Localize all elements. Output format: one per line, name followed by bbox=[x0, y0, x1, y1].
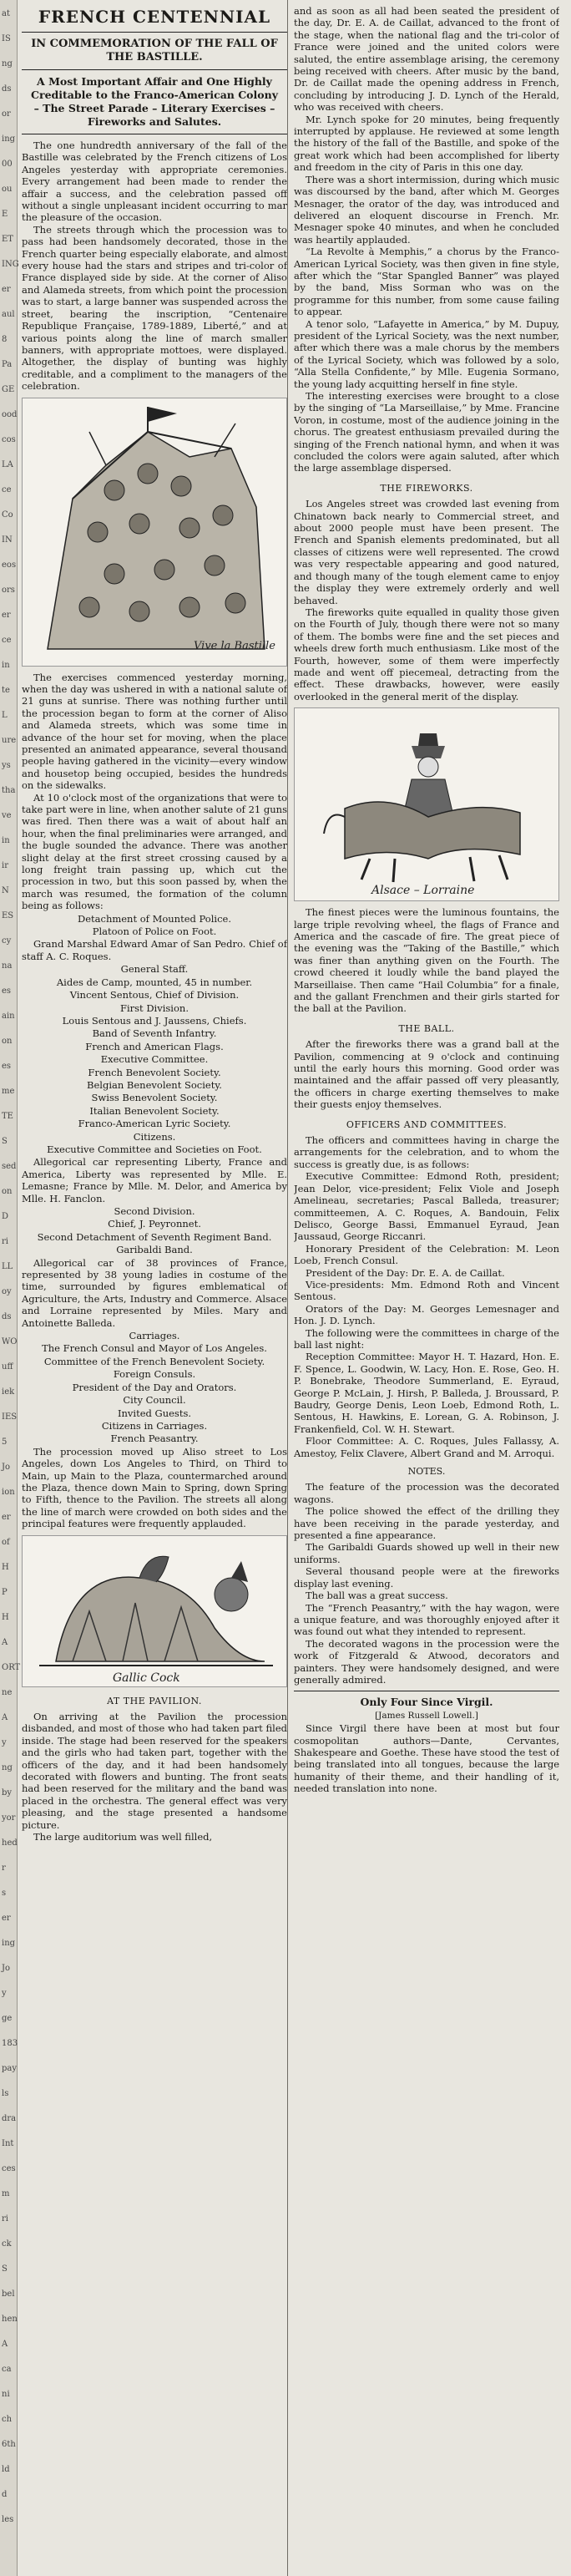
left-column bbox=[22, 5, 287, 2573]
illustration-caption: Gallic Cock bbox=[113, 1671, 180, 1685]
procession-order-line: First Division. bbox=[120, 1001, 189, 1014]
paragraph: The one hundredth anniversary of the fall of the Bastille was celebrated by the French citizens of Los Angeles yesterday with appropriate ceremonies. Every arrangement had been made to render the affair a success, and the celebration passed off without a single unpleasant incident occurring to mar the pleasure of the occasion. bbox=[22, 139, 287, 224]
margin-fragment: uff bbox=[2, 1362, 13, 1372]
illustration-caption: Alsace – Lorraine bbox=[371, 884, 475, 898]
margin-fragment: oy bbox=[2, 1287, 12, 1296]
margin-fragment: E bbox=[2, 210, 8, 219]
margin-fragment: S bbox=[2, 2264, 8, 2274]
article-deck: A Most Important Affair and One Highly Creditable to the Franco-American Colony – The Street Parade – Literary Exercises – Fireworks and Salutes. bbox=[31, 75, 278, 128]
margin-fragment: by bbox=[2, 1788, 13, 1798]
procession-order-line: Grand Marshal Edward Amar of San Pedro. Chief of staff A. C. Roques. bbox=[22, 938, 287, 962]
paragraph: Floor Committee: A. C. Roques, Jules Fallassy, A. Amestoy, Felix Clavere, Albert Grand and M. Arroqui. bbox=[294, 1435, 559, 1459]
margin-fragment: on bbox=[2, 1037, 13, 1046]
subtitle-rule bbox=[22, 69, 287, 70]
margin-fragment: ing bbox=[2, 1939, 16, 1948]
procession-order bbox=[22, 913, 287, 1445]
margin-fragment: ni bbox=[2, 2390, 10, 2399]
margin-fragment: es bbox=[2, 986, 12, 996]
margin-fragment: 8 bbox=[2, 335, 8, 344]
margin-fragment: ng bbox=[2, 1763, 13, 1772]
illustration-bastille bbox=[22, 398, 287, 667]
margin-fragment: y bbox=[2, 1738, 7, 1747]
procession-order-line: Citizens. bbox=[133, 1130, 176, 1143]
paragraph: Vice-presidents: Mm. Edmond Roth and Vincent Sentous. bbox=[294, 1278, 559, 1303]
procession-order-line: Chief, J. Peyronnet. bbox=[108, 1218, 201, 1230]
procession-order-line: Belgian Benevolent Society. bbox=[87, 1078, 222, 1091]
paragraph: The police showed the effect of the drilling they have been receiving in the parade yesterday, and presented a fine appearance. bbox=[294, 1505, 559, 1542]
margin-fragment: ce bbox=[2, 485, 12, 494]
paragraph: The streets through which the procession was to pass had been handsomely decorated, those in the French quarter being especially elaborate, and almost every house had the stars and stripes and tri-color of France displayed side by side. At the corner of Aliso and Alameda streets, from which point the procession was to start, a large banner was suspended across the street, bearing the inscription, “Centenaire Republique Française, 1789-1889, Liberté,” and at various points along the line of march smaller banners, with appropriate mottoes, were displayed. Altogether, the display of bunting was highly creditable, and a compliment to the managers of the celebration. bbox=[22, 223, 287, 393]
procession-order-line: Allegorical car of 38 provinces of France, represented by 38 young ladies in costume of the time, surrounded by figures emblematical of Agriculture, the Arts, Industry and Commerce. Alsace and Lorraine represented by Miles. Mary and Antoinette Balleda. bbox=[22, 1256, 287, 1329]
margin-fragment: er bbox=[2, 1914, 11, 1923]
byline: [James Russell Lowell.] bbox=[375, 1710, 478, 1721]
margin-fragment: ng bbox=[2, 59, 13, 68]
margin-fragment: ds bbox=[2, 1312, 12, 1321]
paragraph: The officers and committees having in charge the arrangements for the celebration, and to whom the success is greatly due, is as follows: bbox=[294, 1134, 559, 1170]
procession-order-line: Band of Seventh Infantry. bbox=[92, 1027, 217, 1040]
margin-fragment: 00 bbox=[2, 160, 13, 169]
illustration-gallic-cock bbox=[22, 1535, 287, 1687]
margin-fragment: D bbox=[2, 1212, 9, 1221]
paragraph: The fireworks quite equalled in quality those given on the Fourth of July, though there were not so many of them. The bombs were fine and the set pieces and wheels drew forth much enthusiasm. Like most of the Fourth, however, some of them were imperfectly made and went off piecemeal, detracting from the effect. These drawbacks, however, were easily overlooked in the general merit of the display. bbox=[294, 606, 559, 702]
illustration-alsace-lorraine bbox=[294, 707, 559, 901]
procession-order-line: Swiss Benevolent Society. bbox=[91, 1092, 218, 1104]
paragraph: Reception Committee: Mayor H. T. Hazard, Hon. E. F. Spence, L. Goodwin, W. Lacy, Hon. E. Rose, Geo. H. P. Bonebrake, Theodore Summerland, E. Eyraud, George P. McLain, J. Hirsh, P. Balleda, J. Broussard, P. Baudry, George Denis, Leon Loeb, Edmond Roth, L. Sentous, H. Hawkins, E. Lorean, G. A. Robinson, J. Frankenfield, Col. W. H. Stewart. bbox=[294, 1351, 559, 1435]
paragraph: The interesting exercises were brought to a close by the singing of “La Marseillaise,” by Mme. Francine Voron, in costume, most of the audience joining in the chorus. The greatest enthusiasm prevailed during the singing of the French national hymn, and when it was concluded the colors were again saluted, after which the large assemblage dispersed. bbox=[294, 390, 559, 474]
margin-fragment: hen bbox=[2, 2315, 18, 2324]
procession-order-line: French Benevolent Society. bbox=[88, 1066, 221, 1078]
procession-order-line: Italian Benevolent Society. bbox=[89, 1104, 220, 1117]
left-margin-strip bbox=[0, 0, 21, 2576]
margin-fragment: ls bbox=[2, 2089, 9, 2098]
margin-fragment: 183 bbox=[2, 2039, 18, 2048]
procession-order-line: Citizens in Carriages. bbox=[101, 1419, 208, 1432]
procession-order-line: Allegorical car representing Liberty, France and America, Liberty was represented by Mlle. E. Lemasne; France by Mlle. M. Delor, and America by Mlle. H. Fanclon. bbox=[22, 1156, 287, 1204]
margin-fragment: hed bbox=[2, 1838, 18, 1848]
column-rule bbox=[287, 0, 288, 2576]
margin-fragment: ES bbox=[2, 911, 14, 920]
margin-fragment: ou bbox=[2, 185, 13, 194]
margin-fragment: er bbox=[2, 285, 11, 294]
procession-order-line: Carriages. bbox=[129, 1330, 180, 1342]
margin-fragment: or bbox=[2, 109, 11, 119]
paragraph: Los Angeles street was crowded last evening from Chinatown back nearly to Commercial street, and about 2000 people must have been present. The French and Spanish elements predominated, but all classes of citizens were well represented. The crowd was very respectable appearing and good natured, and though many of the tough element came to enjoy the display they were extremely orderly and well behaved. bbox=[294, 498, 559, 606]
margin-fragment: Jo bbox=[2, 1964, 11, 1973]
margin-fragment: bel bbox=[2, 2289, 15, 2299]
margin-fragment: sed bbox=[2, 1162, 17, 1171]
paragraph: Honorary President of the Celebration: M. Leon Loeb, French Consul. bbox=[294, 1242, 559, 1267]
margin-fragment: er bbox=[2, 1513, 11, 1522]
procession-order-line: Executive Committee. bbox=[100, 1053, 209, 1066]
paragraph: A tenor solo, “Lafayette in America,” by M. Dupuy, president of the Lyrical Society, was the next number, after which there was a male chorus by the members of the Lyrical Society, which was followed by a solo, “Alla Stella Confidente,” by Mlle. Eugenia Sormano, the young lady acquitting herself in fine style. bbox=[294, 317, 559, 390]
margin-fragment: Pa bbox=[2, 360, 13, 369]
margin-fragment: IN bbox=[2, 535, 13, 545]
paragraph: The procession moved up Aliso street to Los Angeles, down Los Angeles to Third, on Third to Main, up Main to the Plaza, countermarched around the Plaza, thence down Main to Spring, down Spring to Fifth, thence to the Pavilion. The streets all along the line of march were crowded on both sides and the principal features were frequently applauded. bbox=[22, 1445, 287, 1530]
margin-fragment: A bbox=[2, 1713, 8, 1722]
procession-order-line: The French Consul and Mayor of Los Angeles. bbox=[42, 1342, 267, 1355]
paragraph: The feature of the procession was the decorated wagons. bbox=[294, 1481, 559, 1505]
paragraph: Mr. Lynch spoke for 20 minutes, being frequently interrupted by applause. He reviewed at some length the history of the fall of the Bastille, and spoke of the great work which had been accomplished for liberty and freedom in the city of Paris in this one day. bbox=[294, 113, 559, 174]
margin-fragment: er bbox=[2, 611, 11, 620]
procession-order-line: City Council. bbox=[123, 1394, 186, 1407]
procession-order-line: Second Division. bbox=[114, 1205, 195, 1217]
margin-fragment: eos bbox=[2, 560, 17, 570]
margin-fragment: Jo bbox=[2, 1463, 11, 1472]
margin-fragment: ge bbox=[2, 2014, 13, 2023]
procession-order-line: Vincent Sentous, Chief of Division. bbox=[69, 989, 240, 1001]
margin-fragment: H bbox=[2, 1613, 9, 1622]
paragraph: President of the Day: Dr. E. A. de Caillat. bbox=[306, 1266, 505, 1279]
margin-fragment: LL bbox=[2, 1262, 13, 1271]
margin-fragment: P bbox=[2, 1588, 8, 1597]
paragraph: The decorated wagons in the procession were the work of Fitzgerald & Atwood, decorators and painters. They were handsomely designed, and were generally admired. bbox=[294, 1637, 559, 1686]
margin-fragment: ces bbox=[2, 2164, 16, 2173]
margin-fragment: ood bbox=[2, 410, 18, 419]
procession-order-line: Second Detachment of Seventh Regiment Band. bbox=[37, 1230, 272, 1243]
margin-fragment: 6th bbox=[2, 2440, 16, 2449]
margin-fragment: cos bbox=[2, 435, 16, 444]
margin-fragment: IS bbox=[2, 34, 11, 43]
procession-order-line: Franco-American Lyric Society. bbox=[78, 1118, 231, 1130]
margin-fragment: ys bbox=[2, 761, 11, 770]
paragraph: “La Revolte à Memphis,” a chorus by the Franco-American Lyrical Society, was then given in fine style, after which the “Star Spangled Banner” was played by the band, Miss Sorman who was on the programme for this number, from some cause failing to appear. bbox=[294, 246, 559, 318]
procession-order-line: General Staff. bbox=[120, 963, 189, 976]
margin-fragment: of bbox=[2, 1538, 10, 1547]
paragraph: Since Virgil there have been at most but four cosmopolitan authors—Dante, Cervantes, Shakespeare and Goethe. These have stood the test of being translated into all tongues, because the large humanity of their theme, and their handling of it, needed translation into none. bbox=[294, 1722, 559, 1795]
procession-order-line: Garibaldi Band. bbox=[116, 1244, 193, 1256]
margin-fragment: yor bbox=[2, 1813, 16, 1823]
section-heading: THE BALL. bbox=[398, 1022, 455, 1034]
margin-fragment: pay bbox=[2, 2064, 18, 2073]
margin-fragment: ds bbox=[2, 84, 12, 94]
margin-fragment: aul bbox=[2, 310, 15, 319]
paragraph: After the fireworks there was a grand ball at the Pavilion, commencing at 9 o'clock and continuing until the early hours this morning. Good order was maintained and the affair passed off very pleasantly, the officers in charge exerting themselves to make their guests enjoy themselves. bbox=[294, 1038, 559, 1111]
procession-order-line: Detachment of Mounted Police. bbox=[78, 912, 231, 925]
paragraph: and as soon as all had been seated the president of the day, Dr. E. A. de Caillat, advanced to the front of the stage, when the national flag and the tri-color of France were joined and the united colors were saluted, the entire assemblage arising, the ceremony being received with cheers. After music by the band, Dr. de Caillat made the opening address in French, concluding by introducing J. D. Lynch of the Herald, who was received with cheers. bbox=[294, 5, 559, 114]
procession-order-line: Platoon of Police on Foot. bbox=[92, 925, 217, 938]
margin-fragment: Co bbox=[2, 510, 13, 520]
margin-fragment: ing bbox=[2, 134, 16, 144]
margin-fragment: in bbox=[2, 661, 10, 670]
margin-fragment: on bbox=[2, 1187, 13, 1196]
margin-fragment: es bbox=[2, 1062, 12, 1071]
margin-fragment: ors bbox=[2, 586, 15, 595]
margin-fragment: ca bbox=[2, 2365, 12, 2374]
section-heading: AT THE PAVILION. bbox=[107, 1695, 202, 1706]
paragraph: At 10 o'clock most of the organizations that were to take part were in line, when another salute of 21 guns was fired. Then there was a wait of about half an hour, when the final preliminaries were arranged, and the bugle sounded the advance. There was another slight delay at the first street crossing caused by a long freight train passing up, which cut the procession in two, but this soon passed by, when the march was resumed, the formation of the column being as follows: bbox=[22, 791, 287, 912]
paragraph: The Garibaldi Guards showed up well in their new uniforms. bbox=[294, 1541, 559, 1565]
margin-fragment: ain bbox=[2, 1012, 15, 1021]
section-heading: NOTES. bbox=[407, 1466, 446, 1478]
margin-fragment: ET bbox=[2, 235, 13, 244]
procession-order-line: Foreign Consuls. bbox=[113, 1368, 196, 1381]
paragraph: The following were the committees in charge of the ball last night: bbox=[294, 1326, 559, 1351]
paragraph: The large auditorium was well filled, bbox=[33, 1831, 213, 1843]
margin-fragment: ve bbox=[2, 811, 12, 820]
right-column bbox=[294, 5, 559, 2573]
margin-fragment: in bbox=[2, 836, 10, 845]
paragraph: The finest pieces were the luminous fountains, the large triple revolving wheel, the flags of France and America and the cascade of fire. The great piece of the evening was the “Taking of the Bastille,” which was finer than anything given on the Fourth. The crowd cheered it loudly while the band played the Marseillaise. Then came “Hail Columbia” for a finale, and the gallant Frenchmen and their girls started for the ball at the Pavilion. bbox=[294, 906, 559, 1015]
margin-fragment: les bbox=[2, 2515, 14, 2524]
paragraph: Executive Committee: Edmond Roth, president; Jean Delor, vice-president; Felix Viole and Joseph Amelineau, secretaries; Pascal Balleda, treasurer; committeemen, A. C. Roques, A. Bandouin, Felix Delisco, George Bassi, Emmanuel Eyraud, Jean Jaussaud, George Riccanri. bbox=[294, 1170, 559, 1243]
margin-fragment: ure bbox=[2, 736, 17, 745]
margin-fragment: H bbox=[2, 1563, 9, 1572]
margin-fragment: d bbox=[2, 2490, 8, 2499]
margin-fragment: s bbox=[2, 1889, 7, 1898]
procession-order-line: Invited Guests. bbox=[117, 1407, 192, 1419]
margin-fragment: na bbox=[2, 961, 13, 971]
paragraph: The exercises commenced yesterday morning, when the day was ushered in with a national salute of 21 guns at sunrise. There was nothing further until the procession began to form at the corner of Aliso and Alameda streets, which was some time in advance of the hour set for moving, when the place presented an animated appearance, several thousand people having gathered in the vicinity—every window and housetop being occupied, besides the hundreds on the sidewalks. bbox=[22, 671, 287, 792]
margin-fragment: cy bbox=[2, 936, 12, 946]
margin-fragment: me bbox=[2, 1087, 15, 1096]
margin-fragment: ORT bbox=[2, 1663, 21, 1672]
margin-fragment: ri bbox=[2, 1237, 8, 1246]
margin-fragment: ne bbox=[2, 1688, 13, 1697]
paragraph: The “French Peasantry,” with the hay wagon, were a unique feature, and was thoroughly enjoyed after it was found out what they intended to represent. bbox=[294, 1601, 559, 1638]
paragraph: The ball was a great success. bbox=[306, 1590, 448, 1602]
margin-fragment: ck bbox=[2, 2239, 12, 2249]
illustration-caption: Vive la Bastille bbox=[194, 639, 275, 652]
margin-fragment: LA bbox=[2, 460, 13, 469]
article-subtitle: IN COMMEMORATION OF THE FALL OF THE BASTILLE. bbox=[31, 38, 278, 63]
margin-fragment: TE bbox=[2, 1112, 13, 1121]
margin-fragment: Int bbox=[2, 2139, 14, 2148]
margin-fragment: ld bbox=[2, 2465, 10, 2474]
margin-fragment: L bbox=[2, 711, 8, 720]
margin-fragment: GE bbox=[2, 385, 15, 394]
margin-fragment: r bbox=[2, 1864, 6, 1873]
procession-order-line: Committee of the French Benevolent Society. bbox=[43, 1355, 265, 1367]
procession-order-line: President of the Day and Orators. bbox=[72, 1381, 237, 1393]
margin-fragment: iek bbox=[2, 1387, 15, 1397]
margin-fragment: S bbox=[2, 1137, 8, 1146]
paragraph: Orators of the Day: M. Georges Lemesnager and Hon. J. D. Lynch. bbox=[294, 1302, 559, 1327]
margin-fragment: te bbox=[2, 686, 10, 695]
article-title: FRENCH CENTENNIAL bbox=[38, 7, 271, 27]
procession-order-line: French and American Flags. bbox=[85, 1040, 224, 1052]
section-heading: Only Four Since Virgil. bbox=[360, 1696, 493, 1709]
margin-fragment: WO bbox=[2, 1337, 18, 1346]
paragraph: On arriving at the Pavilion the procession disbanded, and most of those who had taken part filed inside. The stage had been reserved for the speakers and the girls who had taken part, together with the officers of the day, and it had been handsomely decorated with flowers and bunting. The front seats had been reserved for the military and the band was placed in the orchestra. The general effect was very pleasing, and the stage presented a handsome picture. bbox=[22, 1710, 287, 1831]
margin-fragment: ING bbox=[2, 260, 19, 269]
margin-fragment: m bbox=[2, 2189, 10, 2198]
margin-fragment: IES bbox=[2, 1412, 18, 1422]
margin-fragment: at bbox=[2, 9, 10, 18]
procession-order-line: French Peasantry. bbox=[110, 1433, 199, 1445]
title-rule bbox=[22, 32, 287, 33]
procession-order-line: Aides de Camp, mounted, 45 in number. bbox=[56, 976, 253, 988]
section-heading: OFFICERS AND COMMITTEES. bbox=[346, 1118, 508, 1130]
margin-fragment: y bbox=[2, 1989, 7, 1998]
margin-fragment: A bbox=[2, 2340, 8, 2349]
margin-fragment: 5 bbox=[2, 1438, 8, 1447]
margin-fragment: N bbox=[2, 886, 9, 895]
margin-fragment: ir bbox=[2, 861, 8, 870]
margin-fragment: ce bbox=[2, 636, 12, 645]
margin-fragment: dra bbox=[2, 2114, 17, 2123]
procession-order-line: Executive Committee and Societies on Foot. bbox=[47, 1143, 262, 1155]
margin-fragment: tha bbox=[2, 786, 16, 795]
section-heading: THE FIREWORKS. bbox=[380, 482, 473, 494]
margin-fragment: ion bbox=[2, 1488, 15, 1497]
margin-fragment: ch bbox=[2, 2415, 13, 2424]
paragraph: There was a short intermission, during which music was discoursed by the band, after which M. Georges Mesnager, the orator of the day, was introduced and delivered an eloquent discourse in French. Mr. Mesnager spoke 40 minutes, and when he concluded was heartily applauded. bbox=[294, 173, 559, 246]
margin-fragment: ri bbox=[2, 2214, 8, 2224]
paragraph: Several thousand people were at the fireworks display last evening. bbox=[294, 1565, 559, 1590]
procession-order-line: Louis Sentous and J. Jaussens, Chiefs. bbox=[62, 1014, 247, 1027]
margin-fragment: A bbox=[2, 1638, 8, 1647]
